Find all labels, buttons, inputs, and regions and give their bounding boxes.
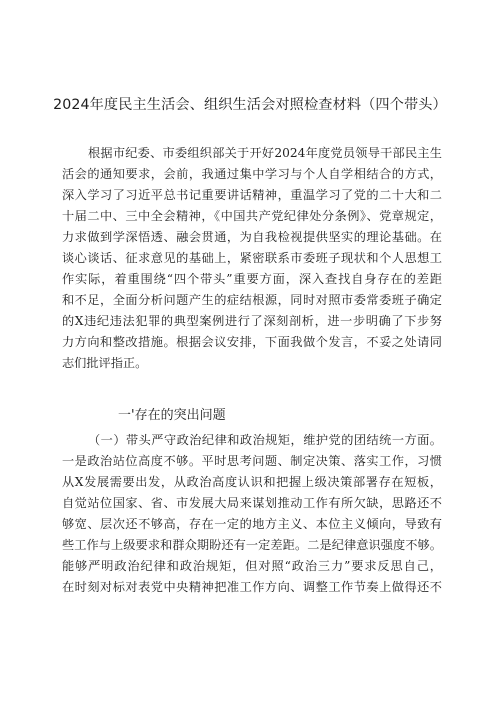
- intro-paragraph: [62, 143, 442, 374]
- text-line: 能够严明政治纪律和政治规矩，但对照“政治三力”要求反思自己，: [62, 559, 442, 573]
- text-line: 深入学习了习近平总书记重要讲话精神，重温学习了党的二十大和二: [62, 188, 442, 202]
- text-line: 力方向和整改措施。根据会议安排，下面我做个发言，不妥之处请同: [62, 335, 442, 349]
- text-line: 的X违纪违法犯罪的典型案例进行了深刻剖析，进一步明确了下步努: [62, 314, 442, 328]
- text-line: 在时刻对标对表党中央精神把准工作方向、调整工作节奏上做得还不: [62, 580, 442, 594]
- text-line: 力求做到学深悟透、融会贯通，为自我检视提供坚实的理论基础。在: [62, 230, 442, 244]
- text-line: 十届二中、三中全会精神，《中国共产党纪律处分条例》、党章规定，: [62, 209, 442, 223]
- document-title: 2024年度民主生活会、组织生活会对照检查材料（四个带头）: [53, 97, 447, 113]
- text-line: （一）带头严守政治纪律和政治规矩，维护党的团结统一方面。: [88, 433, 442, 447]
- section-paragraph: [62, 430, 442, 598]
- text-line: 从X发展需要出发，从政治高度认识和把握上级决策部署存在短板，: [62, 475, 442, 489]
- text-line: 作实际，着重围绕“四个带头”重要方面，深入查找自身存在的差距: [62, 272, 442, 286]
- text-line: 够宽、层次还不够高，存在一定的地方主义、本位主义倾向，导致有: [62, 517, 442, 531]
- text-line: 一是政治站位高度不够。平时思考问题、制定决策、落实工作，习惯: [62, 454, 442, 468]
- text-line: 自觉站位国家、省、市发展大局来谋划推动工作有所欠缺，思路还不: [62, 496, 442, 510]
- text-line: 活会的通知要求，会前，我通过集中学习与个人自学相结合的方式，: [62, 167, 442, 181]
- text-line: 和不足，全面分析问题产生的症结根源，同时对照市委常委班子确定: [62, 293, 442, 307]
- section-heading: 一'存在的突出问题: [118, 408, 226, 423]
- text-line: 些工作与上级要求和群众期盼还有一定差距。二是纪律意识强度不够。: [62, 538, 442, 552]
- text-line: 根据市纪委、市委组织部关于开好2024年度党员领导干部民主生: [88, 146, 442, 160]
- text-line: 谈心谈话、征求意见的基础上，紧密联系市委班子现状和个人思想工: [62, 251, 442, 265]
- text-line: 志们批评指正。: [62, 356, 148, 370]
